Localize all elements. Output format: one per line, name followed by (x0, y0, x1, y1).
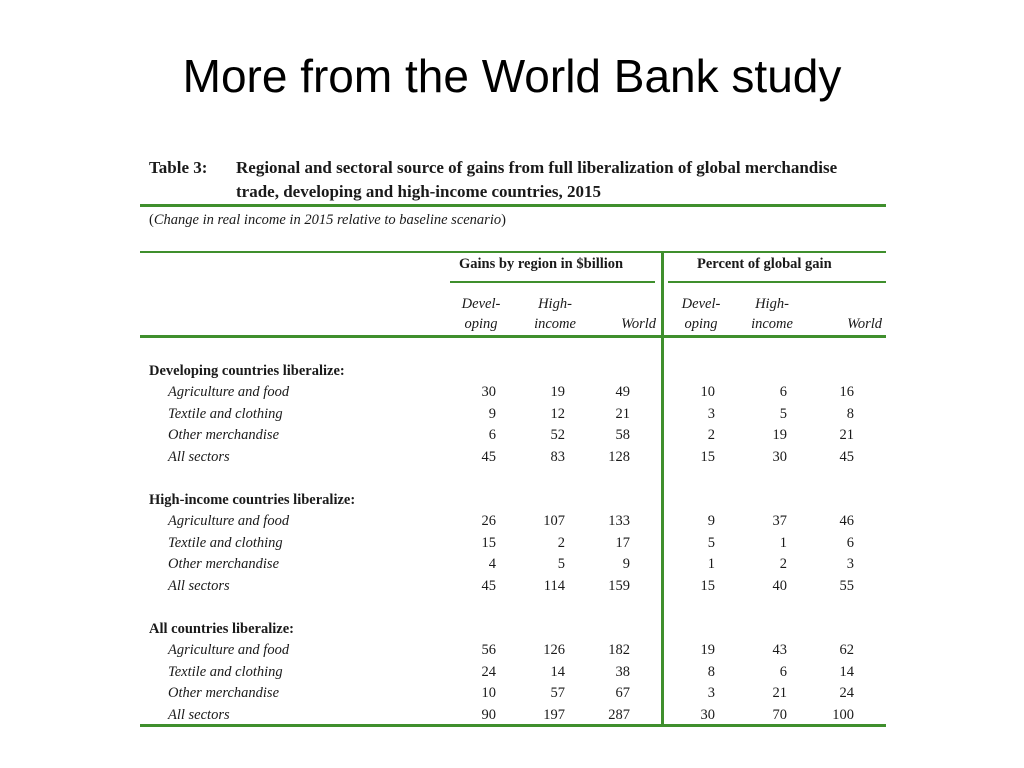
row-label: Other merchandise (168, 685, 280, 701)
table-cell: 159 (608, 577, 630, 594)
row-label: All sectors (168, 577, 230, 594)
table-cell: 2 (707, 427, 715, 443)
table-cell: 15 (700, 448, 715, 465)
column-header (666, 294, 736, 334)
table-figure (140, 150, 886, 735)
table-cell: 24 (481, 663, 496, 680)
table-cell: 15 (700, 577, 715, 594)
table-cell: 6 (779, 384, 787, 400)
table-cell: 3 (707, 405, 715, 422)
table-caption: Regional and sectoral source of gains from full liberalization of global merchandise trade, developing and high-income countries, 2015 (236, 158, 838, 201)
table-cell: 3 (707, 685, 715, 701)
table-subcaption: (Change in real income in 2015 relative to baseline scenario) (149, 212, 506, 228)
row-label: All sectors (168, 448, 230, 465)
row-label: Other merchandise (168, 427, 280, 443)
column-header (586, 294, 656, 334)
column-header-line2: World (621, 316, 656, 332)
table-cell: 6 (846, 534, 854, 551)
table-cell: 2 (779, 556, 787, 572)
table-cell: 5 (557, 556, 565, 572)
table-cell: 4 (488, 556, 496, 572)
table-cell: 1 (779, 534, 787, 551)
table-cell: 2 (557, 534, 565, 551)
table-cell: 21 (839, 427, 854, 443)
column-header-line2: income (534, 316, 576, 332)
section-title: High-income countries liberalize: (149, 492, 356, 508)
table-cell: 5 (779, 405, 787, 422)
column-header-line2: oping (684, 316, 718, 332)
table-cell: 40 (772, 577, 787, 594)
slide-title: More from the World Bank study (182, 50, 842, 102)
column-header-line1: Devel- (461, 296, 501, 312)
table-cell: 6 (488, 427, 496, 443)
table-cell: 12 (550, 405, 565, 422)
table-cell: 19 (772, 427, 787, 443)
table-cell: 83 (550, 448, 565, 465)
column-header-line2: World (847, 316, 882, 332)
group-rule-right (668, 281, 886, 283)
top-rule (140, 204, 886, 207)
table-cell: 15 (481, 534, 496, 551)
section-title: All countries liberalize: (149, 621, 294, 637)
table-cell: 62 (839, 642, 854, 658)
row-label: Textile and clothing (168, 663, 283, 680)
table-cell: 9 (488, 405, 496, 422)
table-cell: 70 (772, 706, 787, 723)
column-header-line2: oping (464, 316, 498, 332)
table-cell: 43 (772, 642, 787, 658)
group-rule-left (450, 281, 655, 283)
row-label: All sectors (168, 706, 230, 723)
table-cell: 21 (772, 685, 787, 701)
table-cell: 45 (839, 448, 854, 465)
header-top-rule (140, 251, 886, 253)
table-cell: 52 (550, 427, 565, 443)
column-header-line1 (586, 294, 656, 314)
table-cell: 14 (839, 663, 854, 680)
bottom-rule (140, 724, 886, 727)
table-cell: 287 (608, 706, 630, 723)
table-cell: 30 (481, 384, 496, 400)
table-cell: 17 (615, 534, 630, 551)
header-bottom-rule (140, 335, 886, 338)
table-label: Table 3: (149, 158, 208, 177)
table-cell: 1 (707, 556, 715, 572)
table-cell: 100 (832, 706, 854, 723)
column-header (446, 294, 516, 334)
column-header (812, 294, 882, 334)
table-cell: 8 (846, 405, 854, 422)
table-cell: 24 (839, 685, 854, 701)
table-cell: 16 (839, 384, 854, 400)
group-header-percent: Percent of global gain (697, 256, 832, 272)
table-cell: 21 (615, 405, 630, 422)
table-cell: 55 (839, 577, 854, 594)
table-cell: 67 (615, 685, 630, 701)
column-header-line1: Devel- (681, 296, 721, 312)
table-cell: 30 (772, 448, 787, 465)
row-label: Agriculture and food (168, 513, 290, 529)
row-label: Textile and clothing (168, 534, 283, 551)
table-cell: 182 (608, 642, 630, 658)
row-label: Textile and clothing (168, 405, 283, 422)
table-cell: 114 (543, 577, 565, 594)
table-cell: 8 (707, 663, 715, 680)
table-cell: 10 (700, 384, 715, 400)
table-cell: 9 (707, 513, 715, 529)
row-label: Other merchandise (168, 556, 280, 572)
row-label: Agriculture and food (168, 384, 290, 400)
table-cell: 3 (846, 556, 854, 572)
column-header-line1: High- (755, 296, 789, 312)
column-header-line1 (812, 294, 882, 314)
column-header (737, 294, 807, 334)
table-cell: 5 (707, 534, 715, 551)
table-cell: 133 (608, 513, 630, 529)
section-title: Developing countries liberalize: (149, 363, 345, 379)
table-cell: 9 (622, 556, 630, 572)
table-cell: 30 (700, 706, 715, 723)
table-cell: 126 (543, 642, 565, 658)
table-cell: 56 (481, 642, 496, 658)
table-cell: 128 (608, 448, 630, 465)
table-cell: 45 (481, 448, 496, 465)
table-cell: 49 (615, 384, 630, 400)
table-cell: 46 (839, 513, 854, 529)
table-cell: 19 (700, 642, 715, 658)
table-cell: 107 (543, 513, 565, 529)
table-cell: 19 (550, 384, 565, 400)
table-cell: 10 (481, 685, 496, 701)
row-label: Agriculture and food (168, 642, 290, 658)
table-cell: 45 (481, 577, 496, 594)
table-cell: 14 (550, 663, 565, 680)
column-header-line2: income (751, 316, 793, 332)
group-header-gains: Gains by region in $billion (459, 256, 624, 272)
table-cell: 197 (543, 706, 565, 723)
table-cell: 6 (779, 663, 787, 680)
column-header-line1: High- (538, 296, 572, 312)
subcaption-text: Change in real income in 2015 relative to baseline scenario (153, 212, 502, 228)
table-cell: 38 (615, 663, 630, 680)
table-cell: 90 (481, 706, 496, 723)
table-cell: 57 (550, 685, 565, 701)
table-cell: 37 (772, 513, 787, 529)
column-header (520, 294, 590, 334)
table-cell: 58 (615, 427, 630, 443)
table-cell: 26 (481, 513, 496, 529)
